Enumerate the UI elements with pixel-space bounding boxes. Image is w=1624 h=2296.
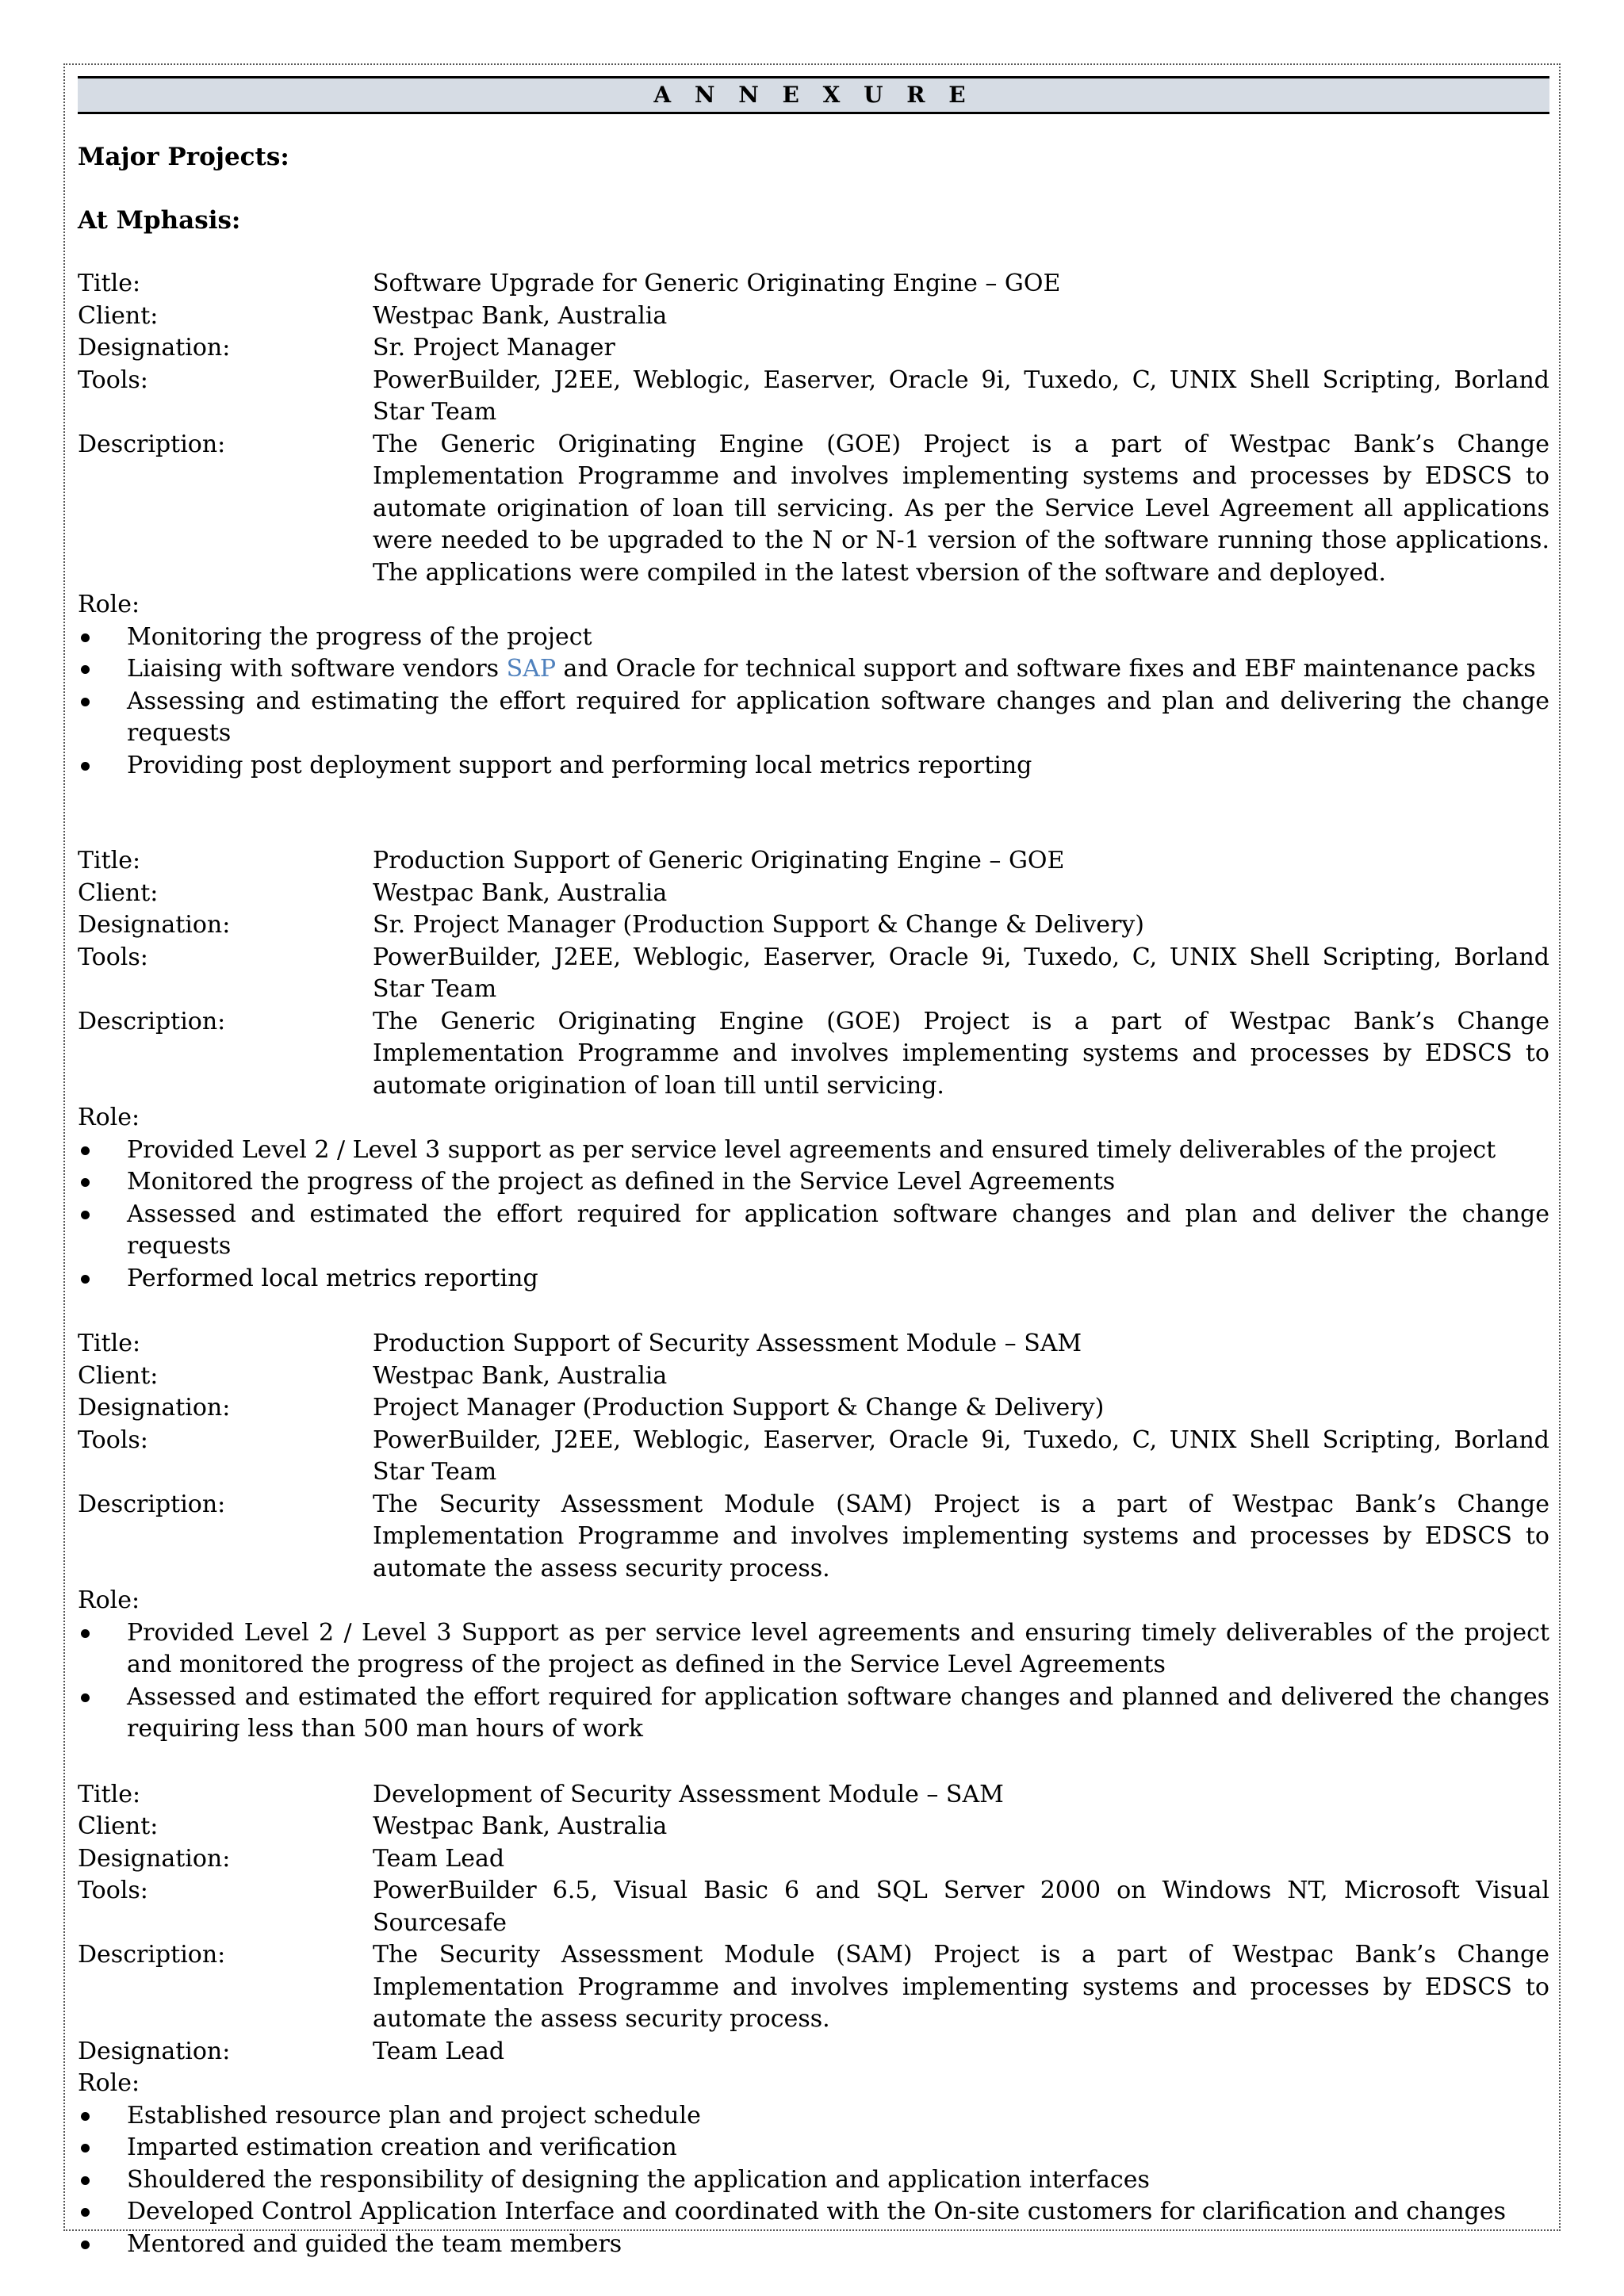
project-tools-row [78, 1425, 1549, 1489]
role-label: Role: [78, 1586, 140, 1614]
major-projects-heading: Major Projects: [78, 143, 289, 171]
role-item: Monitored the progress of the project as defined in the Service Level Agreements [78, 1166, 1549, 1199]
tools-label: Tools: [78, 1425, 148, 1454]
tools-label: Tools: [78, 943, 148, 971]
role-item: Provided Level 2 / Level 3 Support as per service level agreements and ensuring timely deliverables of the project and monitored the progress of the project as defined in the Service Level Agreements [78, 1617, 1549, 1682]
description-label: Description: [78, 1007, 226, 1035]
bullet-icon [81, 1693, 90, 1702]
role-item: Liaising with software vendors SAP and Oracle for technical support and software fixes and EBF maintenance packs [78, 653, 1549, 686]
project-2 [78, 845, 1549, 1295]
designation-label: Designation: [78, 911, 231, 939]
bullet-icon [81, 633, 90, 642]
annexure-content [78, 76, 1549, 2260]
project-designation: Sr. Project Manager [373, 334, 615, 362]
role-item: Providing post deployment support and performing local metrics reporting [78, 750, 1549, 783]
project-client: Westpac Bank, Australia [373, 878, 668, 907]
project-title: Development of Security Assessment Module – SAM [373, 1780, 1004, 1808]
project-designation: Sr. Project Manager (Production Support & Change & Delivery) [373, 911, 1144, 939]
project-tools: PowerBuilder, J2EE, Weblogic, Easerver, Oracle 9i, Tuxedo, C, UNIX Shell Scripting, Borland Star Team [373, 1425, 1549, 1486]
role-list [78, 2100, 1549, 2261]
project-client-row [78, 1811, 1549, 1843]
bullet-icon [81, 1629, 90, 1638]
project-designation-row [78, 1843, 1549, 1876]
role-label: Role: [78, 1104, 140, 1131]
bullet-icon [81, 2208, 90, 2217]
bullet-icon [81, 762, 90, 771]
company-heading: At Mphasis: [78, 206, 241, 235]
project-designation: Team Lead [373, 1844, 505, 1873]
project-client-row [78, 1360, 1549, 1393]
project-description: The Generic Originating Engine (GOE) Project is a part of Westpac Bank’s Change Implementation Programme and involves implementing systems and processes by EDSCS to automate origination of loan till servicing. As per the Service Level Agreement all applications were needed to be upgraded to the N or N-1 version of the software running those applications. The applications were compiled in the latest vbersion of the software and deployed. [373, 430, 1549, 587]
project-tools: PowerBuilder 6.5, Visual Basic 6 and SQL Server 2000 on Windows NT, Microsoft Visual Sourcesafe [373, 1877, 1549, 1937]
bullet-icon [81, 2144, 90, 2152]
project-tools-row [78, 365, 1549, 429]
role-item: Assessing and estimating the effort required for application software changes and plan and delivering the change requests [78, 686, 1549, 750]
tools-label: Tools: [78, 1877, 148, 1904]
role-item: Monitoring the progress of the project [78, 622, 1549, 654]
description-label: Description: [78, 1941, 226, 1969]
project-description: The Security Assessment Module (SAM) Project is a part of Westpac Bank’s Change Implementation Programme and involves implementing systems and processes by EDSCS to automate the assess security process. [373, 1941, 1549, 2033]
bullet-icon [81, 1146, 90, 1155]
bullet-icon [81, 2241, 90, 2249]
project-title: Production Support of Generic Originating Engine – GOE [373, 847, 1065, 874]
designation-label: Designation: [78, 334, 231, 362]
bullet-icon [81, 1275, 90, 1284]
project-description: The Generic Originating Engine (GOE) Project is a part of Westpac Bank’s Change Implementation Programme and involves implementing systems and processes by EDSCS to automate origination of loan till until servicing. [373, 1007, 1549, 1100]
project-tools-row [78, 1875, 1549, 1939]
role-item: Shouldered the responsibility of designing the application and application interfaces [78, 2164, 1549, 2197]
project-description-row [78, 1006, 1549, 1103]
sap-link[interactable]: SAP [506, 655, 557, 683]
role-list [78, 1617, 1549, 1746]
bullet-icon [81, 1211, 90, 1219]
project-1 [78, 268, 1549, 782]
project-3 [78, 1328, 1549, 1746]
designation-label: Designation: [78, 1844, 231, 1873]
project-title: Production Support of Security Assessment Module – SAM [373, 1330, 1082, 1357]
description-label: Description: [78, 1490, 226, 1518]
project-title-row [78, 1328, 1549, 1360]
client-label: Client: [78, 1361, 159, 1390]
bullet-icon [81, 1178, 90, 1187]
client-label: Client: [78, 1812, 159, 1840]
designation-label: Designation: [78, 2037, 231, 2065]
client-label: Client: [78, 878, 159, 907]
project-client: Westpac Bank, Australia [373, 1361, 668, 1390]
project-client: Westpac Bank, Australia [373, 1812, 668, 1840]
project-tools: PowerBuilder, J2EE, Weblogic, Easerver, Oracle 9i, Tuxedo, C, UNIX Shell Scripting, Borland Star Team [373, 365, 1549, 426]
project-client-row [78, 300, 1549, 333]
project-title-row [78, 1779, 1549, 1812]
client-label: Client: [78, 301, 159, 330]
project-designation-2: Team Lead [373, 2037, 505, 2065]
project-title-row [78, 845, 1549, 878]
project-tools-row [78, 942, 1549, 1006]
project-4 [78, 1779, 1549, 2261]
role-label: Role: [78, 2069, 140, 2097]
bullet-icon [81, 665, 90, 674]
project-description-row [78, 1939, 1549, 2036]
project-client-row [78, 878, 1549, 910]
project-title-row [78, 268, 1549, 300]
project-tools: PowerBuilder, J2EE, Weblogic, Easerver, Oracle 9i, Tuxedo, C, UNIX Shell Scripting, Borland Star Team [373, 943, 1549, 1003]
bullet-icon [81, 2176, 90, 2185]
annexure-heading: A N N E X U R E [78, 76, 1549, 114]
project-client: Westpac Bank, Australia [373, 301, 668, 330]
tools-label: Tools: [78, 365, 148, 394]
role-item: Assessed and estimated the effort required for application software changes and planned and delivered the changes requiring less than 500 man hours of work [78, 1682, 1549, 1746]
bullet-icon [81, 2112, 90, 2121]
project-title: Software Upgrade for Generic Originating Engine – GOE [373, 270, 1061, 297]
role-item: Provided Level 2 / Level 3 support as per service level agreements and ensured timely deliverables of the project [78, 1135, 1549, 1167]
role-item: Imparted estimation creation and verification [78, 2132, 1549, 2164]
role-item: Performed local metrics reporting [78, 1263, 1549, 1295]
role-item: Mentored and guided the team members [78, 2229, 1549, 2261]
project-designation-row [78, 1392, 1549, 1425]
project-description: The Security Assessment Module (SAM) Project is a part of Westpac Bank’s Change Implementation Programme and involves implementing systems and processes by EDSCS to automate the assess security process. [373, 1490, 1549, 1582]
title-label: Title: [78, 1780, 141, 1808]
role-item: Assessed and estimated the effort required for application software changes and plan and deliver the change requests [78, 1199, 1549, 1263]
role-list [78, 1135, 1549, 1295]
role-list [78, 622, 1549, 783]
role-item: Developed Control Application Interface and coordinated with the On-site customers for clarification and changes [78, 2196, 1549, 2229]
project-designation: Project Manager (Production Support & Change & Delivery) [373, 1394, 1105, 1422]
role-item: Established resource plan and project schedule [78, 2100, 1549, 2133]
bullet-icon [81, 698, 90, 706]
role-label: Role: [78, 591, 140, 618]
title-label: Title: [78, 847, 141, 874]
title-label: Title: [78, 1330, 141, 1357]
designation-label: Designation: [78, 1394, 231, 1422]
project-designation-row [78, 332, 1549, 365]
project-description-row [78, 429, 1549, 590]
title-label: Title: [78, 270, 141, 297]
project-description-row [78, 1489, 1549, 1586]
project-designation-row [78, 909, 1549, 942]
description-label: Description: [78, 430, 226, 458]
project-designation-row-2 [78, 2036, 1549, 2068]
